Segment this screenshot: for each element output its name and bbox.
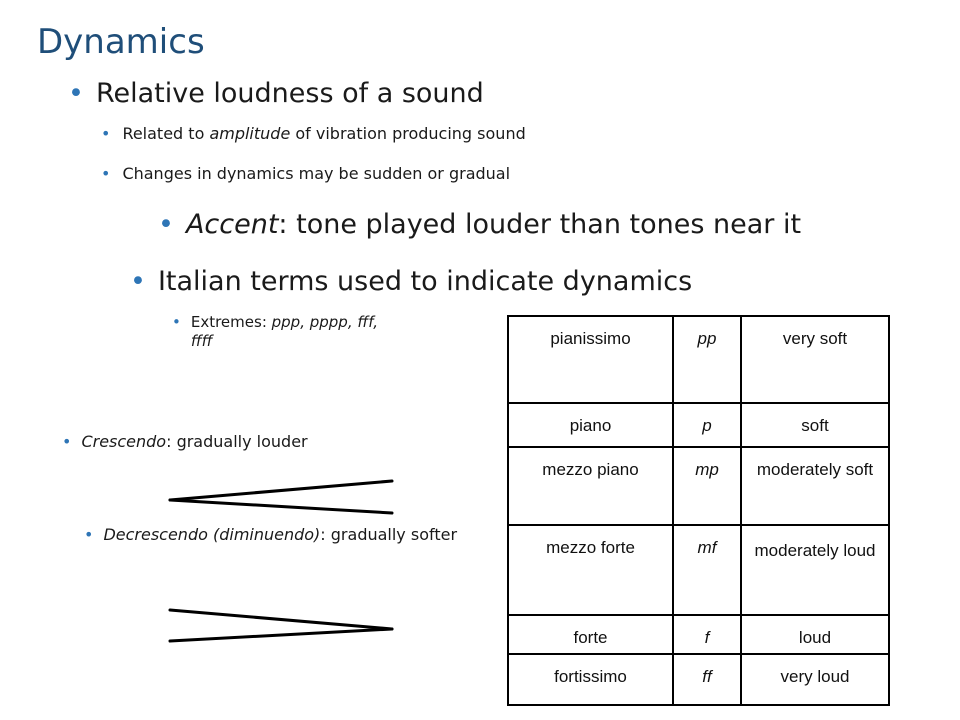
abbreviation-cell: mf bbox=[673, 525, 741, 615]
abbreviation-cell: p bbox=[673, 403, 741, 447]
decrescendo-hairpin-icon bbox=[170, 610, 392, 641]
bullet-text: Relative loudness of a sound bbox=[95, 78, 484, 109]
meaning-cell: soft bbox=[741, 403, 889, 447]
abbreviation-cell: ff bbox=[673, 654, 741, 705]
bullet-dot: • bbox=[62, 432, 72, 451]
bullet-text: of vibration producing sound bbox=[290, 124, 526, 143]
bullet-emphasis: Crescendo bbox=[81, 432, 167, 451]
bullet-text: Extremes: bbox=[190, 313, 272, 331]
bullet-emphasis: Decrescendo (diminuendo) bbox=[103, 525, 321, 544]
bullet-dot: • bbox=[158, 209, 174, 240]
term-cell: fortissimo bbox=[508, 654, 673, 705]
meaning-cell: very loud bbox=[741, 654, 889, 705]
table-row bbox=[508, 525, 889, 615]
bullet-text: Changes in dynamics may be sudden or gradual bbox=[122, 164, 511, 183]
crescendo-hairpin-icon bbox=[170, 481, 392, 513]
bullet-dot: • bbox=[101, 164, 111, 183]
abbreviation-cell: mp bbox=[673, 447, 741, 525]
table-row bbox=[508, 403, 889, 447]
meaning-cell: loud bbox=[741, 615, 889, 654]
table-row bbox=[508, 615, 889, 654]
term-cell: forte bbox=[508, 615, 673, 654]
term-cell: mezzo forte bbox=[508, 525, 673, 615]
bullet-dot: • bbox=[172, 313, 181, 331]
bullet-emphasis: ppp, pppp, fff, ffff bbox=[190, 313, 378, 351]
bullet-text: Italian terms used to indicate dynamics bbox=[157, 266, 693, 297]
bullet-text: : tone played louder than tones near it bbox=[278, 209, 802, 240]
term-cell: mezzo piano bbox=[508, 447, 673, 525]
table-row bbox=[508, 447, 889, 525]
term-cell: pianissimo bbox=[508, 316, 673, 403]
meaning-cell: moderately loud bbox=[741, 525, 889, 615]
bullet-emphasis: Accent bbox=[185, 209, 279, 240]
abbreviation-cell: f bbox=[673, 615, 741, 654]
slide-title: Dynamics bbox=[37, 22, 205, 62]
dynamics-table bbox=[507, 315, 890, 706]
table-row bbox=[508, 316, 889, 403]
meaning-cell: very soft bbox=[741, 316, 889, 403]
bullet-dot: • bbox=[84, 525, 94, 544]
bullet-text: : gradually louder bbox=[166, 432, 308, 451]
bullet-emphasis: amplitude bbox=[209, 124, 291, 143]
bullet-text: : gradually softer bbox=[320, 525, 458, 544]
bullet-dot: • bbox=[130, 266, 146, 297]
bullet-dot: • bbox=[68, 78, 84, 109]
bullet-dot: • bbox=[101, 124, 111, 143]
abbreviation-cell: pp bbox=[673, 316, 741, 403]
bullet-text: Related to bbox=[122, 124, 210, 143]
table-row bbox=[508, 654, 889, 705]
term-cell: piano bbox=[508, 403, 673, 447]
meaning-cell: moderately soft bbox=[741, 447, 889, 525]
